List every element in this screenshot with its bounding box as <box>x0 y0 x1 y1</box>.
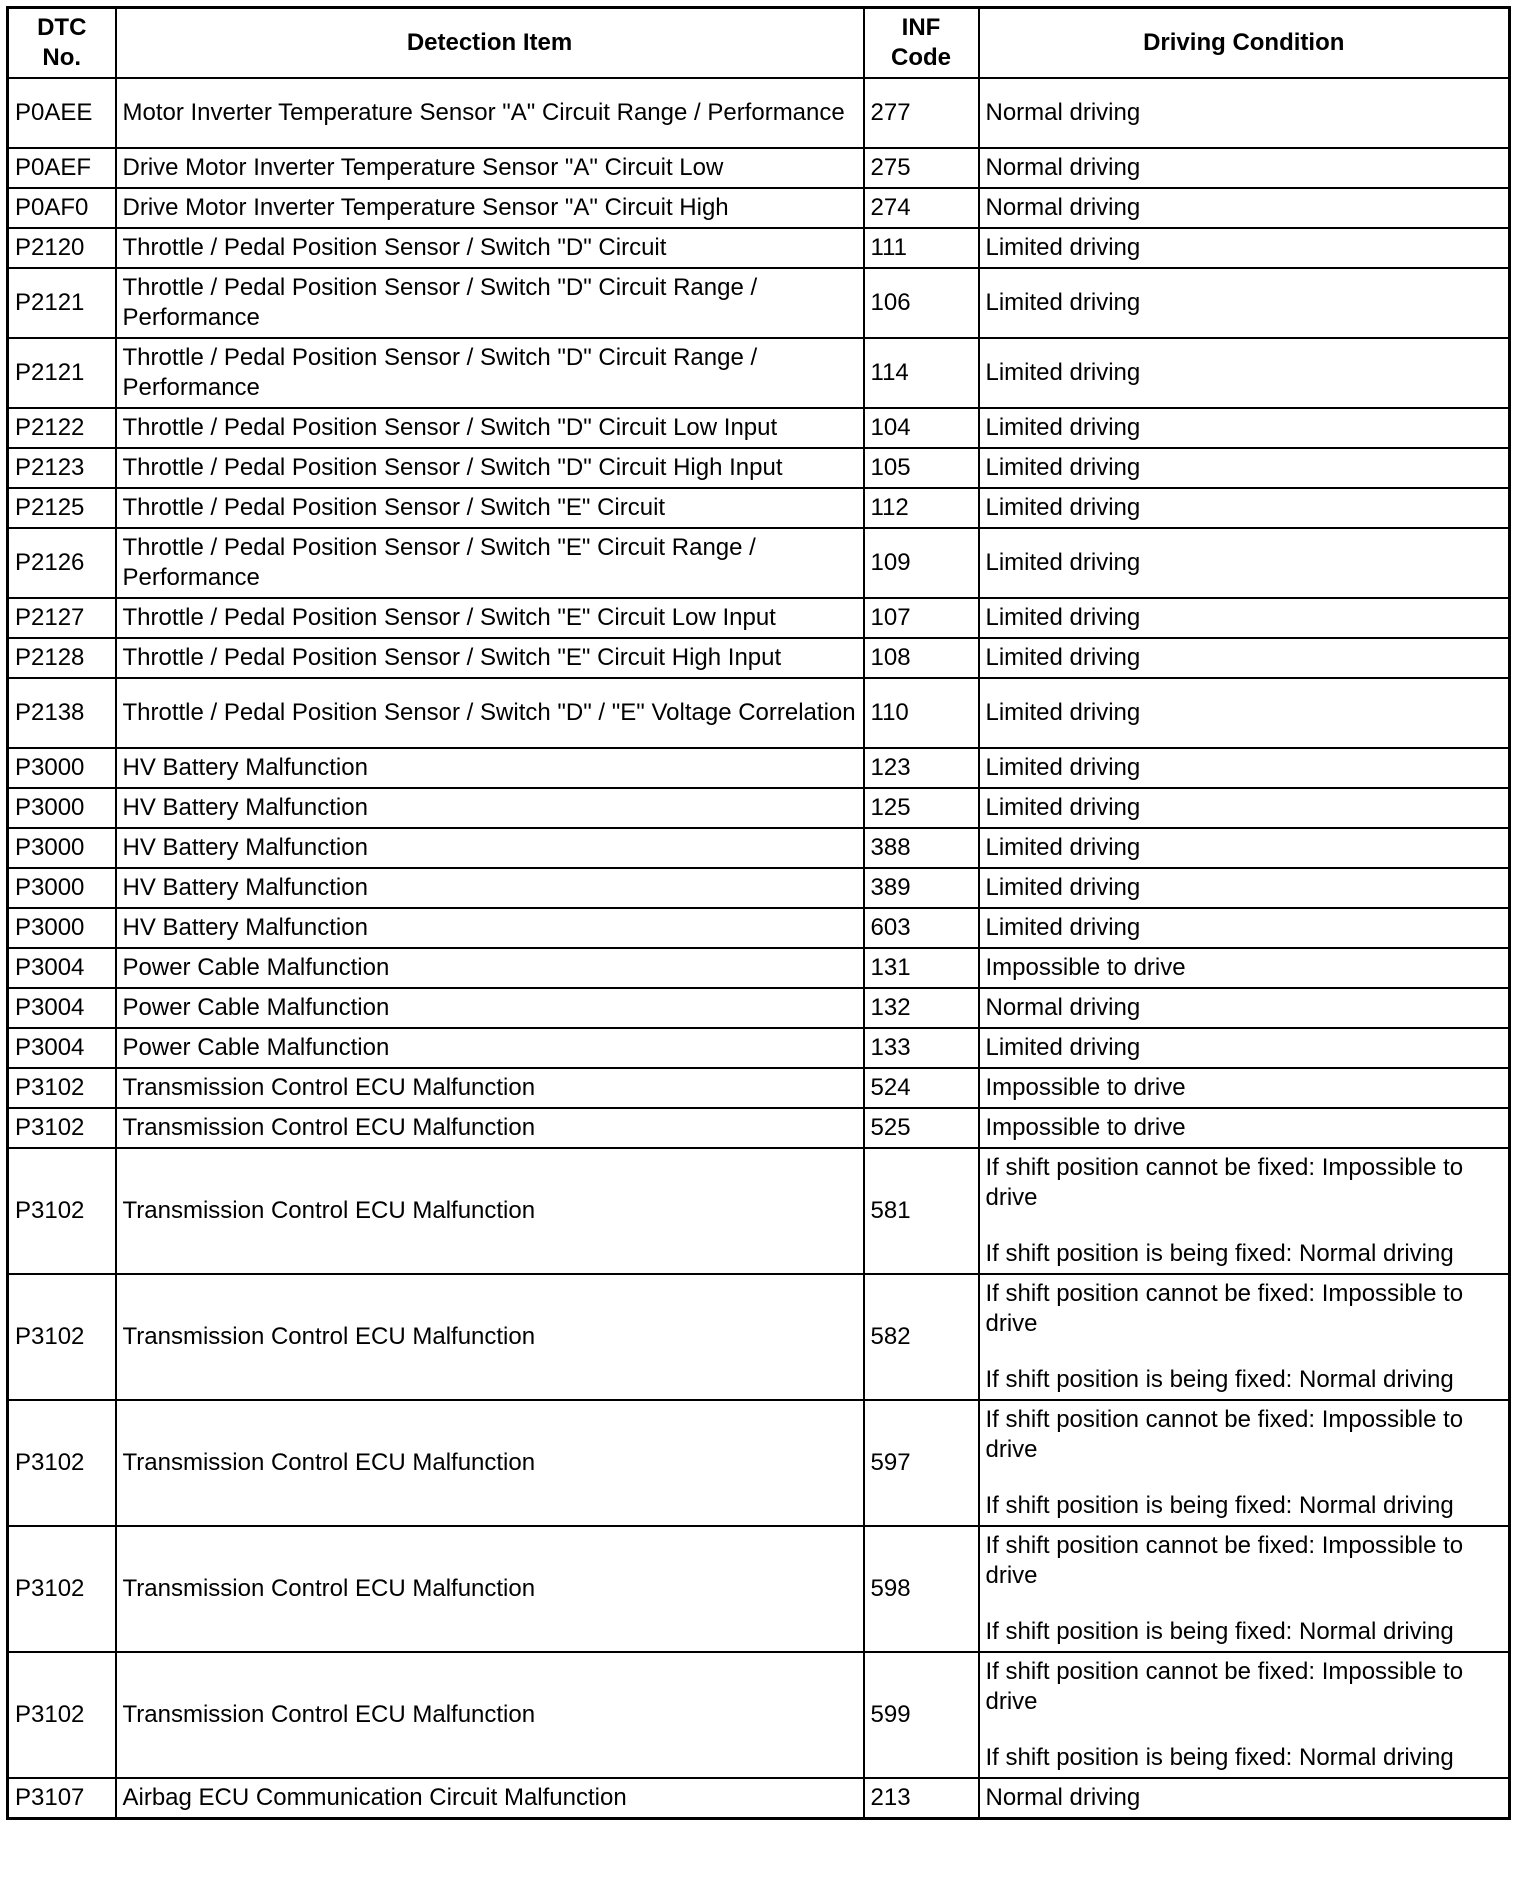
cell-detection-item: Throttle / Pedal Position Sensor / Switch "D" Circuit Low Input <box>116 408 864 448</box>
table-row <box>8 338 1510 408</box>
cell-inf-code: 277 <box>864 78 979 148</box>
table-row <box>8 828 1510 868</box>
table-row <box>8 868 1510 908</box>
cell-dtc-no: P2122 <box>8 408 116 448</box>
condition-text: Limited driving <box>985 604 1141 631</box>
table-row <box>8 408 1510 448</box>
table-row <box>8 1148 1510 1274</box>
cell-inf-code: 105 <box>864 448 979 488</box>
cell-inf-code: 132 <box>864 988 979 1028</box>
condition-text: If shift position cannot be fixed: Impossible to drive <box>985 1406 1464 1463</box>
cell-dtc-no: P3004 <box>8 948 116 988</box>
cell-driving-condition <box>979 908 1510 948</box>
condition-text: If shift position is being fixed: Normal driving <box>985 1492 1454 1519</box>
condition-text: If shift position is being fixed: Normal driving <box>985 1618 1454 1645</box>
cell-driving-condition <box>979 1274 1510 1400</box>
table-row <box>8 188 1510 228</box>
cell-detection-item: Airbag ECU Communication Circuit Malfunction <box>116 1778 864 1819</box>
cell-detection-item: Transmission Control ECU Malfunction <box>116 1274 864 1400</box>
cell-detection-item: HV Battery Malfunction <box>116 828 864 868</box>
cell-dtc-no: P3004 <box>8 1028 116 1068</box>
cell-inf-code: 388 <box>864 828 979 868</box>
table-row <box>8 488 1510 528</box>
header-dtc-no-line2: No. <box>42 44 82 71</box>
cell-detection-item: Power Cable Malfunction <box>116 988 864 1028</box>
table-row <box>8 1108 1510 1148</box>
table-row <box>8 678 1510 748</box>
table-row <box>8 788 1510 828</box>
cell-dtc-no: P3102 <box>8 1068 116 1108</box>
cell-driving-condition <box>979 1068 1510 1108</box>
cell-inf-code: 123 <box>864 748 979 788</box>
condition-text: Impossible to drive <box>985 1114 1186 1141</box>
cell-driving-condition <box>979 528 1510 598</box>
cell-inf-code: 597 <box>864 1400 979 1526</box>
cell-driving-condition <box>979 488 1510 528</box>
cell-detection-item: Transmission Control ECU Malfunction <box>116 1108 864 1148</box>
condition-text: If shift position cannot be fixed: Impossible to drive <box>985 1280 1464 1337</box>
condition-text: Limited driving <box>985 454 1141 481</box>
table-row <box>8 78 1510 148</box>
table-row <box>8 908 1510 948</box>
cell-detection-item: Motor Inverter Temperature Sensor "A" Circuit Range / Performance <box>116 78 864 148</box>
cell-dtc-no: P0AF0 <box>8 188 116 228</box>
cell-driving-condition <box>979 448 1510 488</box>
cell-inf-code: 599 <box>864 1652 979 1778</box>
table-row <box>8 598 1510 638</box>
cell-driving-condition <box>979 828 1510 868</box>
condition-spacer <box>986 1213 1503 1239</box>
condition-text: Limited driving <box>985 549 1141 576</box>
condition-text: If shift position cannot be fixed: Impossible to drive <box>985 1658 1464 1715</box>
cell-inf-code: 125 <box>864 788 979 828</box>
cell-driving-condition <box>979 1778 1510 1819</box>
cell-detection-item: HV Battery Malfunction <box>116 748 864 788</box>
cell-driving-condition <box>979 598 1510 638</box>
cell-detection-item: Throttle / Pedal Position Sensor / Switch "E" Circuit <box>116 488 864 528</box>
condition-text: Normal driving <box>985 194 1141 221</box>
cell-detection-item: Transmission Control ECU Malfunction <box>116 1400 864 1526</box>
cell-driving-condition <box>979 78 1510 148</box>
condition-text: Normal driving <box>985 99 1141 126</box>
condition-text: If shift position is being fixed: Normal driving <box>985 1744 1454 1771</box>
cell-detection-item: Throttle / Pedal Position Sensor / Switch "D" / "E" Voltage Correlation <box>116 678 864 748</box>
cell-detection-item: Power Cable Malfunction <box>116 1028 864 1068</box>
table-row <box>8 268 1510 338</box>
cell-inf-code: 114 <box>864 338 979 408</box>
cell-dtc-no: P3004 <box>8 988 116 1028</box>
cell-detection-item: Throttle / Pedal Position Sensor / Switch "E" Circuit High Input <box>116 638 864 678</box>
cell-driving-condition <box>979 148 1510 188</box>
table-row <box>8 228 1510 268</box>
cell-detection-item: Throttle / Pedal Position Sensor / Switch "E" Circuit Range / Performance <box>116 528 864 598</box>
condition-spacer <box>986 1591 1503 1617</box>
cell-detection-item: Drive Motor Inverter Temperature Sensor "A" Circuit High <box>116 188 864 228</box>
cell-detection-item: Power Cable Malfunction <box>116 948 864 988</box>
cell-inf-code: 112 <box>864 488 979 528</box>
cell-driving-condition <box>979 678 1510 748</box>
condition-text: Limited driving <box>985 874 1141 901</box>
condition-text: Limited driving <box>985 834 1141 861</box>
condition-text: Limited driving <box>985 914 1141 941</box>
cell-dtc-no: P3102 <box>8 1526 116 1652</box>
cell-dtc-no: P2138 <box>8 678 116 748</box>
header-driving-condition: Driving Condition <box>979 8 1510 79</box>
cell-detection-item: Throttle / Pedal Position Sensor / Switch "D" Circuit Range / Performance <box>116 268 864 338</box>
cell-driving-condition <box>979 1148 1510 1274</box>
cell-detection-item: HV Battery Malfunction <box>116 908 864 948</box>
cell-inf-code: 108 <box>864 638 979 678</box>
condition-text: Limited driving <box>985 234 1141 261</box>
cell-dtc-no: P0AEF <box>8 148 116 188</box>
table-row <box>8 948 1510 988</box>
condition-text: Impossible to drive <box>985 954 1186 981</box>
header-inf-code-line1: INF <box>901 14 941 41</box>
dtc-table <box>6 6 1511 1820</box>
condition-text: Limited driving <box>985 699 1141 726</box>
cell-driving-condition <box>979 228 1510 268</box>
cell-inf-code: 106 <box>864 268 979 338</box>
cell-dtc-no: P3102 <box>8 1148 116 1274</box>
condition-text: Limited driving <box>985 289 1141 316</box>
cell-inf-code: 389 <box>864 868 979 908</box>
cell-dtc-no: P2120 <box>8 228 116 268</box>
header-inf-code-line2: Code <box>891 44 951 71</box>
table-row <box>8 988 1510 1028</box>
cell-detection-item: Throttle / Pedal Position Sensor / Switch "D" Circuit <box>116 228 864 268</box>
condition-text: If shift position is being fixed: Normal driving <box>985 1366 1454 1393</box>
cell-dtc-no: P3000 <box>8 748 116 788</box>
condition-spacer <box>986 1339 1503 1365</box>
header-row <box>8 8 1510 79</box>
condition-text: Impossible to drive <box>985 1074 1186 1101</box>
table-row <box>8 448 1510 488</box>
condition-text: If shift position cannot be fixed: Impossible to drive <box>985 1154 1464 1211</box>
cell-dtc-no: P2121 <box>8 268 116 338</box>
table-row <box>8 638 1510 678</box>
cell-inf-code: 598 <box>864 1526 979 1652</box>
cell-driving-condition <box>979 868 1510 908</box>
cell-detection-item: Throttle / Pedal Position Sensor / Switch "E" Circuit Low Input <box>116 598 864 638</box>
cell-inf-code: 111 <box>864 228 979 268</box>
table-row <box>8 1274 1510 1400</box>
cell-dtc-no: P2121 <box>8 338 116 408</box>
cell-detection-item: Drive Motor Inverter Temperature Sensor "A" Circuit Low <box>116 148 864 188</box>
cell-inf-code: 109 <box>864 528 979 598</box>
cell-dtc-no: P0AEE <box>8 78 116 148</box>
cell-dtc-no: P3102 <box>8 1400 116 1526</box>
cell-detection-item: Throttle / Pedal Position Sensor / Switch "D" Circuit Range / Performance <box>116 338 864 408</box>
cell-dtc-no: P3000 <box>8 788 116 828</box>
cell-dtc-no: P3102 <box>8 1652 116 1778</box>
condition-text: Limited driving <box>985 359 1141 386</box>
condition-text: Normal driving <box>985 154 1141 181</box>
cell-inf-code: 107 <box>864 598 979 638</box>
cell-dtc-no: P3000 <box>8 868 116 908</box>
cell-driving-condition <box>979 788 1510 828</box>
cell-dtc-no: P2127 <box>8 598 116 638</box>
cell-driving-condition <box>979 948 1510 988</box>
condition-text: Limited driving <box>985 414 1141 441</box>
header-detection-item: Detection Item <box>116 8 864 79</box>
cell-driving-condition <box>979 988 1510 1028</box>
cell-driving-condition <box>979 268 1510 338</box>
cell-driving-condition <box>979 1526 1510 1652</box>
cell-detection-item: Transmission Control ECU Malfunction <box>116 1652 864 1778</box>
table-row <box>8 1068 1510 1108</box>
cell-inf-code: 213 <box>864 1778 979 1819</box>
cell-dtc-no: P2125 <box>8 488 116 528</box>
table-row <box>8 1652 1510 1778</box>
cell-dtc-no: P2123 <box>8 448 116 488</box>
cell-dtc-no: P3107 <box>8 1778 116 1819</box>
condition-text: Limited driving <box>985 754 1141 781</box>
cell-detection-item: Transmission Control ECU Malfunction <box>116 1526 864 1652</box>
condition-text: Limited driving <box>985 494 1141 521</box>
table-row <box>8 1400 1510 1526</box>
cell-inf-code: 524 <box>864 1068 979 1108</box>
header-dtc-no-line1: DTC <box>37 14 87 41</box>
cell-inf-code: 133 <box>864 1028 979 1068</box>
cell-driving-condition <box>979 1028 1510 1068</box>
table-body <box>8 78 1510 1819</box>
condition-text: If shift position cannot be fixed: Impossible to drive <box>985 1532 1464 1589</box>
cell-inf-code: 131 <box>864 948 979 988</box>
cell-dtc-no: P3102 <box>8 1108 116 1148</box>
cell-driving-condition <box>979 748 1510 788</box>
table-row <box>8 148 1510 188</box>
cell-driving-condition <box>979 1652 1510 1778</box>
table-header <box>8 8 1510 79</box>
cell-inf-code: 274 <box>864 188 979 228</box>
condition-text: Limited driving <box>985 794 1141 821</box>
cell-driving-condition <box>979 638 1510 678</box>
table-row <box>8 1028 1510 1068</box>
cell-dtc-no: P3102 <box>8 1274 116 1400</box>
cell-inf-code: 525 <box>864 1108 979 1148</box>
condition-text: Limited driving <box>985 1034 1141 1061</box>
cell-detection-item: HV Battery Malfunction <box>116 868 864 908</box>
cell-driving-condition <box>979 408 1510 448</box>
condition-text: Normal driving <box>985 994 1141 1021</box>
condition-text: Limited driving <box>985 644 1141 671</box>
cell-detection-item: Throttle / Pedal Position Sensor / Switch "D" Circuit High Input <box>116 448 864 488</box>
cell-detection-item: Transmission Control ECU Malfunction <box>116 1148 864 1274</box>
cell-driving-condition <box>979 1108 1510 1148</box>
cell-inf-code: 603 <box>864 908 979 948</box>
cell-dtc-no: P2126 <box>8 528 116 598</box>
condition-spacer <box>986 1717 1503 1743</box>
header-inf-code <box>864 8 979 79</box>
cell-inf-code: 110 <box>864 678 979 748</box>
cell-driving-condition <box>979 188 1510 228</box>
cell-driving-condition <box>979 1400 1510 1526</box>
header-dtc-no <box>8 8 116 79</box>
condition-text: If shift position is being fixed: Normal driving <box>985 1240 1454 1267</box>
cell-detection-item: HV Battery Malfunction <box>116 788 864 828</box>
cell-inf-code: 582 <box>864 1274 979 1400</box>
cell-dtc-no: P3000 <box>8 828 116 868</box>
table-row <box>8 1526 1510 1652</box>
table-row <box>8 528 1510 598</box>
cell-inf-code: 275 <box>864 148 979 188</box>
cell-dtc-no: P2128 <box>8 638 116 678</box>
cell-inf-code: 581 <box>864 1148 979 1274</box>
cell-dtc-no: P3000 <box>8 908 116 948</box>
cell-detection-item: Transmission Control ECU Malfunction <box>116 1068 864 1108</box>
table-row <box>8 748 1510 788</box>
condition-text: Normal driving <box>985 1784 1141 1811</box>
table-row <box>8 1778 1510 1819</box>
condition-spacer <box>986 1465 1503 1491</box>
cell-driving-condition <box>979 338 1510 408</box>
cell-inf-code: 104 <box>864 408 979 448</box>
